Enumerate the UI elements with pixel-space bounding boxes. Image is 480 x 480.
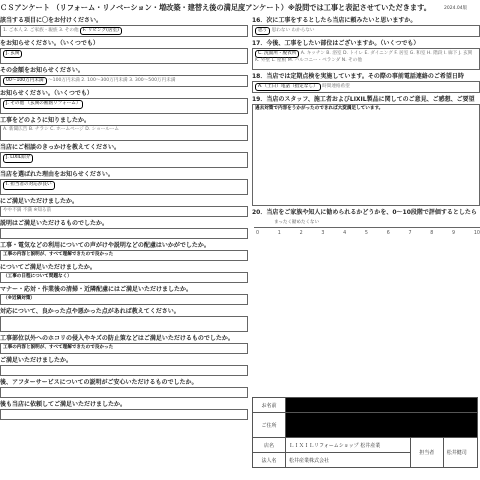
selected-answer: 思う xyxy=(255,27,270,35)
answer-box[interactable] xyxy=(0,343,248,354)
option-text: ～100万円未満 2. 100～300万円未満 3. 300～500万円未満 xyxy=(48,78,176,84)
scale-2[interactable]: 2 xyxy=(299,231,303,237)
selected-answer: C. 洗面所・脱衣所 xyxy=(255,50,299,58)
answer-box[interactable] xyxy=(0,409,248,420)
form-version: 2024.04版 xyxy=(444,6,468,11)
question-title: 工事・電気などの利用についての声がけや説明などの配慮はいかがでしたか。 xyxy=(0,242,210,250)
answer-box[interactable] xyxy=(0,48,248,64)
rating-scale[interactable] xyxy=(252,219,480,245)
scale-4[interactable]: 4 xyxy=(343,231,347,237)
question-title: 18．当店では定期点検を実施しています。その際の事前電話連絡のご希望日時 xyxy=(252,73,464,81)
question-title: 対応について、良かった点や悪かった点があれば教えてください。 xyxy=(0,308,180,316)
scale-0[interactable]: 0 xyxy=(256,231,260,237)
question-title: 工事部位以外へのホコリの侵入やキズの防止策などはご満足いただけるものでしたか。 xyxy=(0,335,234,343)
answer-box[interactable] xyxy=(0,125,248,141)
question-title: 16．次に工事をするとしたら当店に頼みたいと思いますか。 xyxy=(252,17,417,24)
scale-8[interactable]: 8 xyxy=(430,231,434,237)
corp-value: 松井産業株式会社 xyxy=(286,453,411,468)
answer-box[interactable] xyxy=(0,316,248,332)
scale-numbers xyxy=(256,231,480,236)
handwritten-note: 工事の内容と説明が、すべて理解できたので良かった xyxy=(3,252,114,258)
rep-label: 担当者 xyxy=(410,438,443,468)
customer-info-table xyxy=(252,397,478,468)
scale-low-label: まったく勧めたくない xyxy=(274,220,319,226)
answer-box[interactable] xyxy=(0,179,248,195)
left-column xyxy=(0,16,248,422)
option-text: A. 新聞広告 B. チラシ C. ホームページ D. ショールーム xyxy=(3,127,120,133)
selected-answer: J. LIXIL紹介 xyxy=(3,154,33,162)
answer-box[interactable] xyxy=(0,152,248,168)
question-title: についてご満足いただけましたか。 xyxy=(0,264,96,272)
question-title: 19．当店のスタッフ、施工者およびLIXIL製品に関してのご意見、ご感想、ご要望 xyxy=(252,96,475,104)
selected-answer: I. 担当者の対応が良い xyxy=(3,181,55,189)
option-text: A. キッチン B. 浴室 D. トイレ E. ダイニング F. 居室 G. 和室 H. 階段 I. 廊下 J. 玄関 K. 外壁 L. 屋根 M. バルコニー・ベランダ N. その他 xyxy=(255,51,473,64)
question-title: をお知らせください。（いくつでも） xyxy=(0,40,99,48)
question-title: にご満足いただけましたか。 xyxy=(0,198,79,206)
answer-box[interactable] xyxy=(252,81,480,93)
selected-answer: 00～100万円未満 xyxy=(3,77,47,85)
question-title: 工事をどのように知りましたか。 xyxy=(0,117,91,125)
answer-box[interactable] xyxy=(0,228,248,239)
question-title: 説明はご満足いただけるものでしたか。 xyxy=(0,220,109,228)
question-title: 20．当店をご家族や知人に勧められるかどうかを、0～10段階で評価するとしたら xyxy=(252,209,477,217)
scale-6[interactable]: 6 xyxy=(386,231,390,237)
answer-box[interactable] xyxy=(0,206,248,217)
scale-1[interactable]: 1 xyxy=(277,231,281,237)
handwritten-note: （工事の日程について問題なく） xyxy=(3,274,72,280)
question-title: 17．今後、工事をしたい部位はございますか。（いくつでも） xyxy=(252,40,420,48)
question-title: 当店を選ばれた理由をお知らせください。 xyxy=(0,171,114,179)
scale-7[interactable]: 7 xyxy=(408,231,412,237)
answer-box[interactable] xyxy=(0,365,248,376)
handwritten-note: （※近隣対策） xyxy=(3,296,36,302)
answer-box[interactable] xyxy=(0,25,248,37)
redacted-name xyxy=(286,398,478,413)
question-title: 後、アフターサービスについての説明がご安心いただけるものでしたか。 xyxy=(0,379,198,387)
handwritten-note: 過去対策で内容をうかがったのできれば大変満足しています。 xyxy=(255,106,384,112)
answer-box[interactable] xyxy=(252,48,480,70)
scale-text: やや不満 不満 ※知る前 xyxy=(3,208,52,214)
selected-answer: F. リビング(居室) xyxy=(80,27,122,35)
corp-label: 法人名 xyxy=(253,453,286,468)
answer-box[interactable] xyxy=(0,75,248,87)
question-title: マナー・応対・作業後の清掃・近隣配慮にはご満足いただけましたか。 xyxy=(0,286,193,294)
scale-line xyxy=(254,227,480,228)
right-column xyxy=(252,16,480,245)
answer-box[interactable] xyxy=(0,272,248,283)
answer-box[interactable] xyxy=(0,387,248,398)
scale-10[interactable]: 10 xyxy=(473,231,480,237)
handwritten-note: 工事の内容と説明が、すべて理解できたので良かった xyxy=(3,345,114,351)
answer-box[interactable] xyxy=(252,25,480,37)
option-text: 1. ご本人 2. ご家族・親族 3. その他 xyxy=(3,28,79,33)
survey-title: ＣＳアンケート （リフォーム・リノベーション・増改築・建替え後の満足度アンケート）※設問では工事と表記させていただきます。 xyxy=(0,3,431,12)
rep-value: 松井健司 xyxy=(443,438,477,468)
question-title: ご満足いただけましたか。 xyxy=(0,357,73,365)
selected-answer: A.（土日）電話（指定なし） xyxy=(255,83,321,91)
question-title: 当店にご相談のきっかけを教えてください。 xyxy=(0,144,121,152)
address-label: ご住所 xyxy=(253,413,286,438)
question-title: お知らせください。（いくつでも） xyxy=(0,90,93,98)
answer-box[interactable] xyxy=(0,294,248,305)
answer-box[interactable] xyxy=(0,250,248,261)
store-label: 店名 xyxy=(253,438,286,453)
selected-answer: J. その他 （玄関の断熱リフォーム） xyxy=(3,100,83,108)
selected-answer: J. 玄関 xyxy=(3,50,22,58)
scale-3[interactable]: 3 xyxy=(321,231,325,237)
redacted-address xyxy=(286,413,478,438)
comment-box[interactable] xyxy=(252,104,480,206)
option-text: 時間連絡希望 xyxy=(322,84,350,90)
question-title: 該当する項目に〇をお付けください。 xyxy=(0,17,103,24)
name-label: お名前 xyxy=(253,398,286,413)
answer-box[interactable] xyxy=(0,98,248,114)
question-title: 後も当店に依頼してご満足いただけましたか。 xyxy=(0,401,127,409)
question-title: その金額をお知らせください。 xyxy=(0,67,84,75)
scale-9[interactable]: 9 xyxy=(452,231,456,237)
scale-5[interactable]: 5 xyxy=(364,231,368,237)
store-value: ＬＩＸＩＬリフォームショップ 松井産業 xyxy=(286,438,411,453)
option-text: 思わない わからない xyxy=(271,28,315,33)
